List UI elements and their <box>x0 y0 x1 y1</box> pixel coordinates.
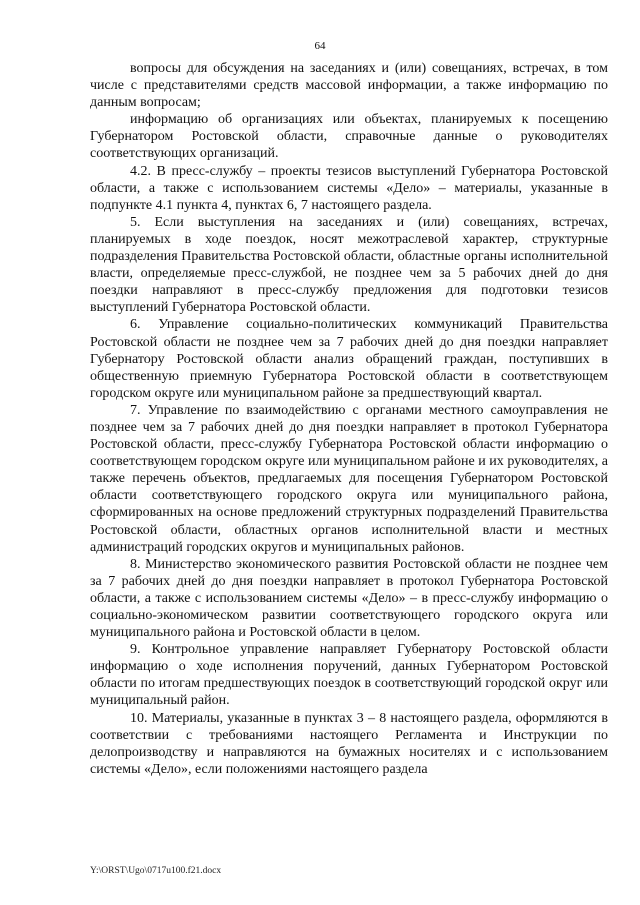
paragraph-organizations-info: информацию об организациях или объектах, планируемых к посещению Губернатором Ростовской области, справочные данные о руководителях соответствующих организаций. <box>90 112 608 162</box>
page-number: 64 <box>314 40 326 52</box>
paragraph-7: 7. Управление по взаимодействию с органами местного самоуправления не позднее чем за 7 рабочих дней до дня поездки направляет в протокол Губернатора Ростовской области, пресс-службу Губернатора Ростовской области информацию о соответствующем городском округе или муниципальном районе и их руководителях, а также перечень объектов, предлагаемых для посещения Губернатором Ростовской области соответствующего городского округа или муниципального района, сформированных на основе предложений структурных подразделений Правительства Ростовской области, областных органов исполнительной власти и местных администраций городских округов и муниципальных районов. <box>90 402 608 555</box>
paragraph-4-2: 4.2. В пресс-службу – проекты тезисов выступлений Губернатора Ростовской области, а также с использованием системы «Дело» – материалы, указанные в подпункте 4.1 пункта 4, пунктах 6, 7 настоящего раздела. <box>90 163 608 213</box>
paragraph-5: 5. Если выступления на заседаниях и (или) совещаниях, встречах, планируемых в ходе поездок, носят межотраслевой характер, структурные подразделения Правительства Ростовской области, областные органы исполнительной власти, определяемые пресс-службой, не позднее чем за 5 рабочих дней до дня поездки направляют в пресс-службу предложения для подготовки тезисов выступлений Губернатора Ростовской области. <box>90 214 608 316</box>
paragraph-10: 10. Материалы, указанные в пунктах 3 – 8 настоящего раздела, оформляются в соответствии с требованиями настоящего Регламента и Инструкции по делопроизводству и направляются на бумажных носителях и с использованием системы «Дело», если положениями настоящего раздела <box>90 710 608 777</box>
paragraph-8: 8. Министерство экономического развития Ростовской области не позднее чем за 7 рабочих дней до дня поездки направляет в протокол Губернатора Ростовской области, а также с использованием системы «Дело» – в пресс-службу информацию о социально-экономическом развитии соответствующего городского округа или муниципального района и Ростовской области в целом. <box>90 556 608 641</box>
document-body <box>90 60 608 778</box>
footer-file-path: Y:\ORST\Ugo\0717u100.f21.docx <box>90 866 222 876</box>
paragraph-6: 6. Управление социально-политических коммуникаций Правительства Ростовской области не позднее чем за 7 рабочих дней до дня поездки направляет Губернатору Ростовской области анализ обращений граждан, поступивших в общественную приемную Губернатора Ростовской области в соответствующем городском округе или муниципальном районе за предшествующий квартал. <box>90 317 608 401</box>
paragraph-questions: вопросы для обсуждения на заседаниях и (или) совещаниях, встречах, в том числе с представителями средств массовой информации, а также информацию по данным вопросам; <box>90 61 608 111</box>
paragraph-9: 9. Контрольное управление направляет Губернатору Ростовской области информацию о ходе исполнения поручений, данных Губернатором Ростовской области по итогам предшествующих поездок в соответствующий городской округ или муниципальный район. <box>90 642 608 709</box>
